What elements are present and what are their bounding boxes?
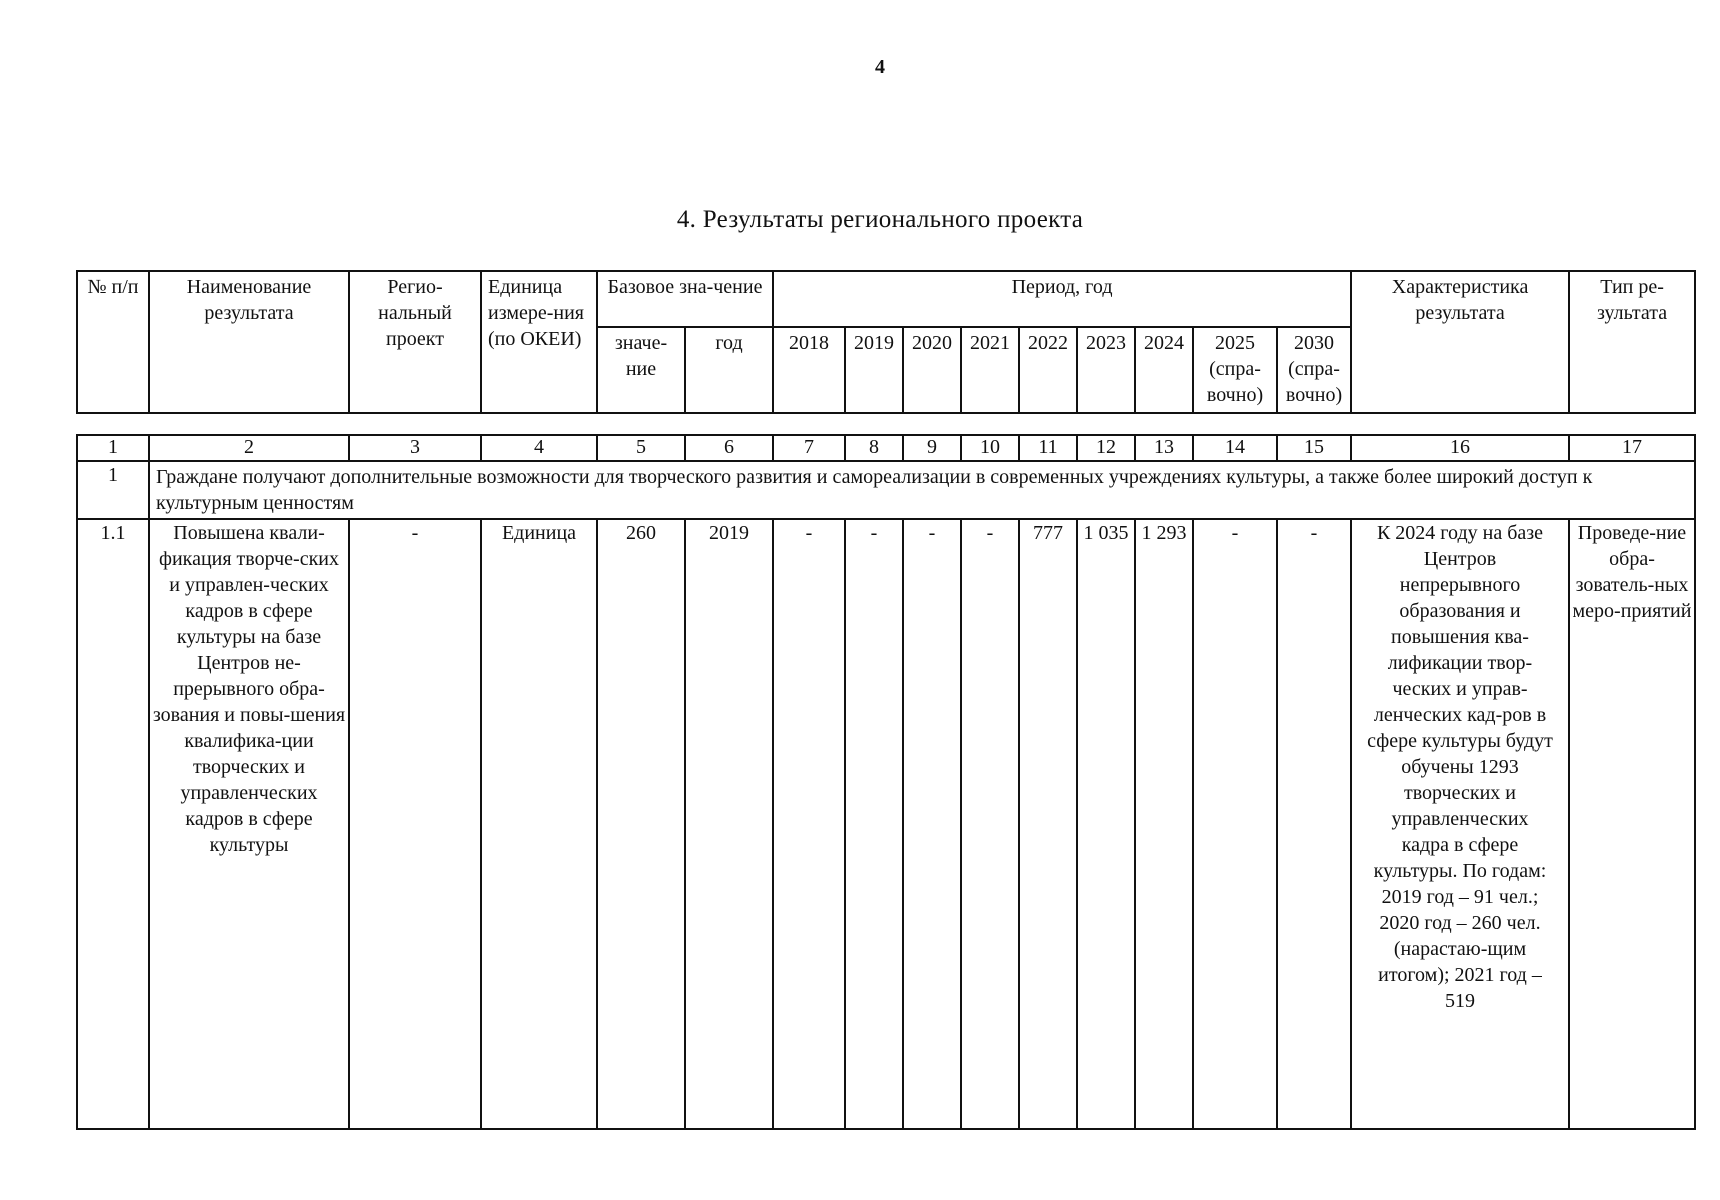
column-number: 2: [149, 435, 349, 461]
column-number: 8: [845, 435, 903, 461]
column-number: 12: [1077, 435, 1135, 461]
base-year-cell: 2019: [685, 519, 773, 1129]
column-number: 3: [349, 435, 481, 461]
column-number: 5: [597, 435, 685, 461]
result-name: Повышена квали-фикация творче-ских и управлен-ческих кадров в сфере культуры на базе Центров не-прерывного обра-зования и повы-шения квалифика-ции творческих и управленческих кадров в сфере культуры: [149, 519, 349, 1129]
value-2018: -: [773, 519, 845, 1129]
value-2024: 1 293: [1135, 519, 1193, 1129]
group-title: Граждане получают дополнительные возможности для творческого развития и самореализации в современных учреждениях культуры, а также более широкий доступ к культурным ценностям: [149, 461, 1695, 519]
results-table-header: [76, 270, 1696, 414]
base-value-cell: 260: [597, 519, 685, 1129]
characteristic-cell: К 2024 году на базе Центров непрерывного образования и повышения ква-лификации твор-ческих и управ-ленческих кад-ров в сфере культуры будут обучены 1293 творческих и управленческих кадра в сфере культуры. По годам: 2019 год – 91 чел.; 2020 год – 260 чел. (нарастаю-щим итогом); 2021 год – 519: [1351, 519, 1569, 1129]
column-number: 14: [1193, 435, 1277, 461]
regional-project-cell: -: [349, 519, 481, 1129]
value-2021: -: [961, 519, 1019, 1129]
column-number-row: [77, 435, 1695, 461]
column-number: 16: [1351, 435, 1569, 461]
header-year-2024: 2024: [1135, 327, 1193, 413]
column-number: 7: [773, 435, 845, 461]
column-number: 4: [481, 435, 597, 461]
group-num: 1: [77, 461, 149, 519]
page-title: 4. Результаты регионального проекта: [676, 206, 1084, 233]
column-number: 13: [1135, 435, 1193, 461]
header-year-2022: 2022: [1019, 327, 1077, 413]
column-number: 6: [685, 435, 773, 461]
column-number: 11: [1019, 435, 1077, 461]
header-regional-project: Регио-нальный проект: [349, 271, 481, 413]
header-unit: Единица измере-ния (по ОКЕИ): [481, 271, 597, 413]
header-base-value-value: значе-ние: [597, 327, 685, 413]
value-2030: -: [1277, 519, 1351, 1129]
row-num: 1.1: [77, 519, 149, 1129]
column-number: 17: [1569, 435, 1695, 461]
unit-cell: Единица: [481, 519, 597, 1129]
header-base-value: Базовое зна-чение: [597, 271, 773, 327]
header-characteristic: Характеристика результата: [1351, 271, 1569, 413]
header-year-2020: 2020: [903, 327, 961, 413]
column-number: 10: [961, 435, 1019, 461]
column-number: 9: [903, 435, 961, 461]
column-number: 1: [77, 435, 149, 461]
header-year-2025: 2025 (спра-вочно): [1193, 327, 1277, 413]
value-2023: 1 035: [1077, 519, 1135, 1129]
page-number: 4: [875, 56, 885, 78]
header-name: Наименование результата: [149, 271, 349, 413]
group-row: [77, 461, 1695, 519]
header-type: Тип ре-зультата: [1569, 271, 1695, 413]
header-year-2018: 2018: [773, 327, 845, 413]
results-table-body: [76, 434, 1696, 1130]
value-2025: -: [1193, 519, 1277, 1129]
header-period: Период, год: [773, 271, 1351, 327]
value-2022: 777: [1019, 519, 1077, 1129]
column-number: 15: [1277, 435, 1351, 461]
header-base-value-year: год: [685, 327, 773, 413]
table-row: [77, 519, 1695, 1129]
result-type-cell: Проведе-ние обра-зователь-ных меро-приятий: [1569, 519, 1695, 1129]
header-num: № п/п: [77, 271, 149, 413]
header-year-2019: 2019: [845, 327, 903, 413]
header-year-2023: 2023: [1077, 327, 1135, 413]
value-2020: -: [903, 519, 961, 1129]
header-year-2030: 2030 (спра-вочно): [1277, 327, 1351, 413]
value-2019: -: [845, 519, 903, 1129]
header-year-2021: 2021: [961, 327, 1019, 413]
